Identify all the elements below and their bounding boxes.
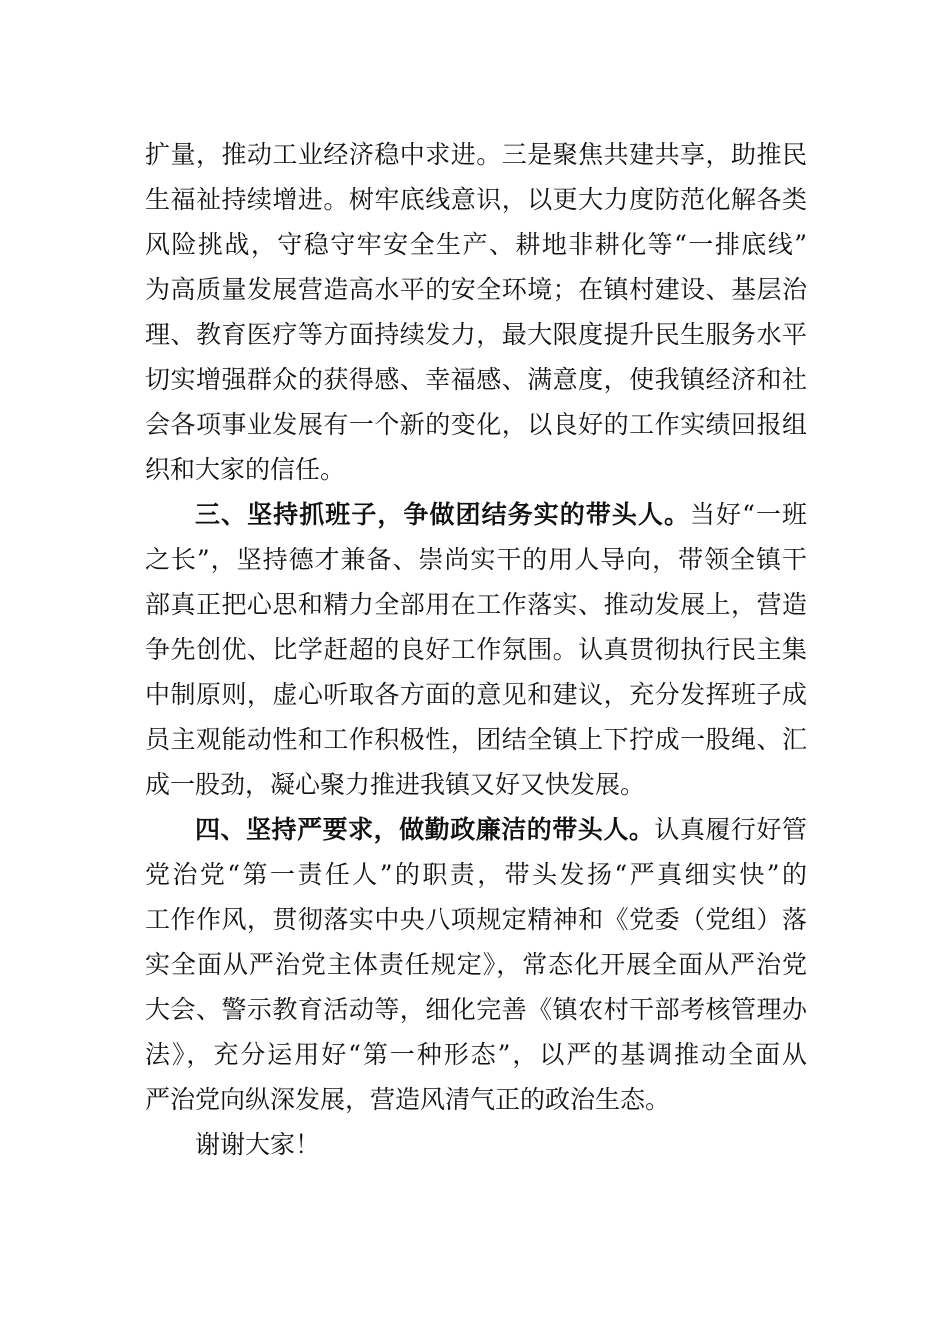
- paragraph-strict-discipline: [145, 807, 807, 1122]
- text-line: 织和大家的信任。: [145, 455, 346, 484]
- text-run: 当好“一班: [690, 500, 807, 529]
- text-line: 中制原则，虚心听取各方面的意见和建议，充分发挥班子成: [145, 680, 807, 709]
- paragraph-economy-livelihood: [145, 132, 807, 492]
- text-line: 党治党“第一责任人”的职责，带头发扬“严真细实快”的: [145, 860, 807, 889]
- document-body: [145, 132, 807, 1167]
- text-line: 严治党向纵深发展，营造风清气正的政治生态。: [145, 1085, 671, 1114]
- text-line: 法》，充分运用好“第一种形态”，以严的基调推动全面从: [145, 1040, 807, 1069]
- text-line: 会各项事业发展有一个新的变化，以良好的工作实绩回报组: [145, 410, 807, 439]
- text-line: 生福祉持续增进。树牢底线意识，以更大力度防范化解各类: [145, 185, 807, 214]
- paragraph-closing: [145, 1122, 807, 1167]
- text-line: 风险挑战，守稳守牢安全生产、耕地非耕化等“一排底线”: [145, 230, 807, 259]
- paragraph-team-building: [145, 492, 807, 807]
- text-run: 认真履行好管: [654, 815, 807, 844]
- text-line: 员主观能动性和工作积极性，团结全镇上下拧成一股绳、汇: [145, 725, 807, 754]
- closing-line: 谢谢大家！: [195, 1130, 321, 1159]
- section-heading: 三、坚持抓班子，争做团结务实的带头人。: [195, 500, 690, 529]
- text-line: 实全面从严治党主体责任规定》，常态化开展全面从严治党: [145, 950, 807, 979]
- text-line: 理、教育医疗等方面持续发力，最大限度提升民生服务水平: [145, 320, 807, 349]
- text-line: 工作作风，贯彻落实中央八项规定精神和《党委（党组）落: [145, 905, 807, 934]
- text-line: 扩量，推动工业经济稳中求进。三是聚焦共建共享，助推民: [145, 140, 807, 169]
- text-line: [145, 807, 807, 852]
- text-line: 争先创优、比学赶超的良好工作氛围。认真贯彻执行民主集: [145, 635, 807, 664]
- text-line: 部真正把心思和精力全部用在工作落实、推动发展上，营造: [145, 590, 807, 619]
- text-line: 大会、警示教育活动等，细化完善《镇农村干部考核管理办: [145, 995, 807, 1024]
- text-line: [145, 492, 807, 537]
- text-line: 切实增强群众的获得感、幸福感、满意度，使我镇经济和社: [145, 365, 807, 394]
- text-line: 之长”，坚持德才兼备、崇尚实干的用人导向，带领全镇干: [145, 545, 807, 574]
- text-line: 成一股劲，凝心聚力推进我镇又好又快发展。: [145, 770, 646, 799]
- section-heading: 四、坚持严要求，做勤政廉洁的带头人。: [195, 815, 655, 844]
- text-line: 为高质量发展营造高水平的安全环境；在镇村建设、基层治: [145, 275, 807, 304]
